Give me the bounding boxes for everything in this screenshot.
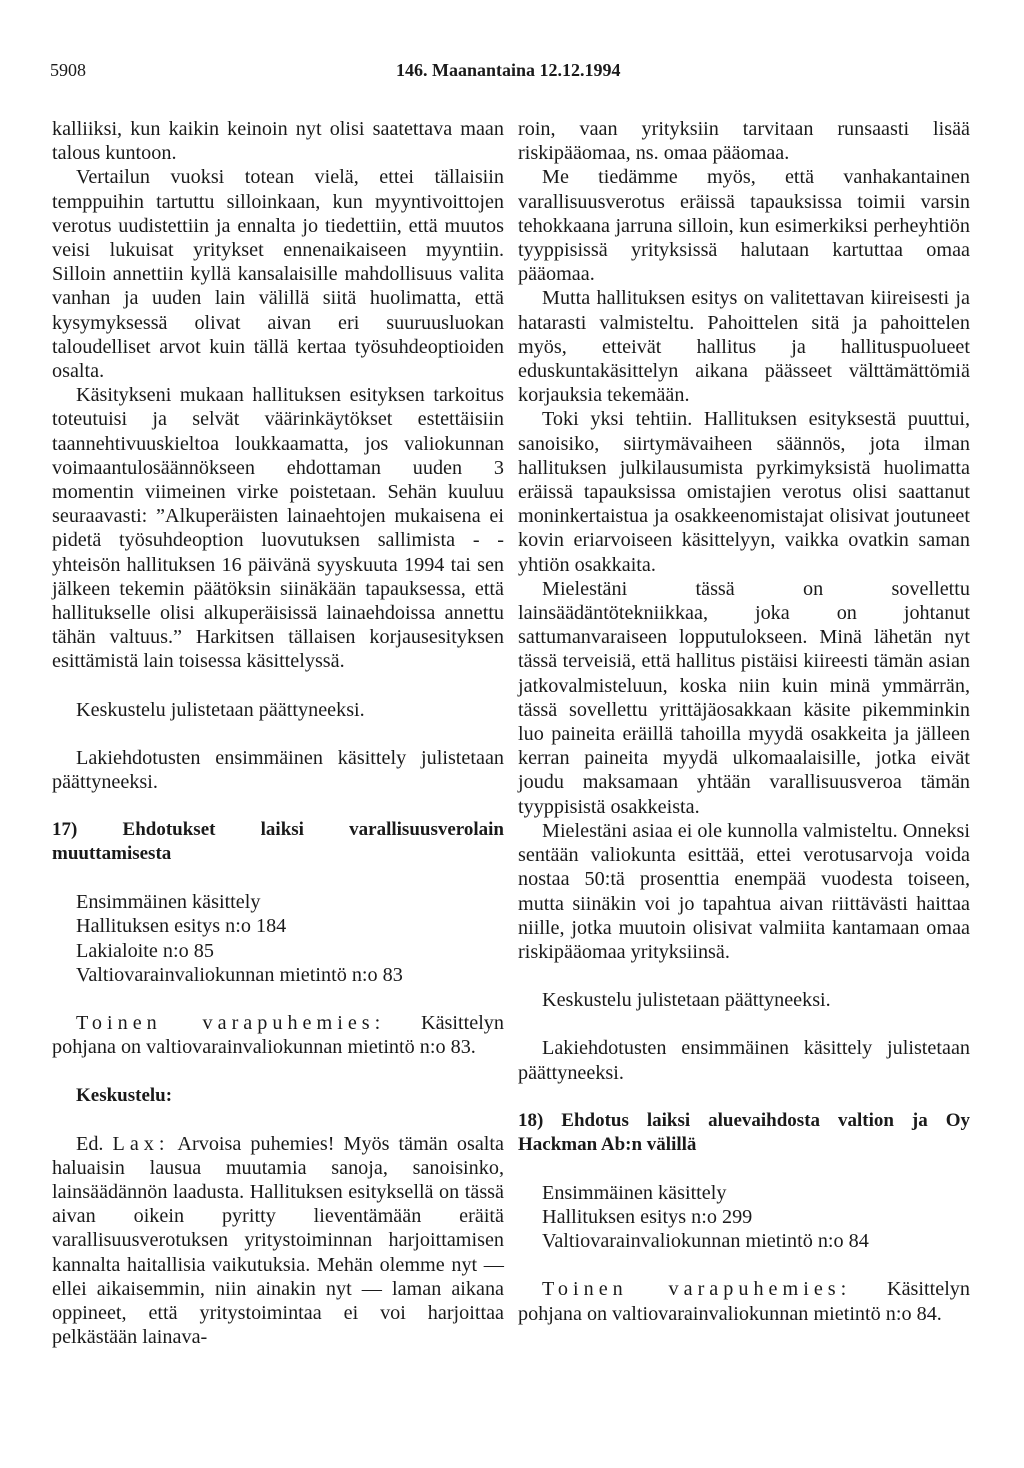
speaker-statement-18: [518, 1277, 970, 1325]
info-line: Hallituksen esitys n:o 184: [76, 915, 287, 938]
speaker-statement-17: [52, 1011, 504, 1059]
lax-speech: [52, 1132, 504, 1350]
section-heading-18: 18) Ehdotus laiksi aluevaihdosta valtion ja Oy Hackman Ab:n välillä: [518, 1109, 970, 1155]
right-paragraph-4: Toki yksi tehtiin. Hallituksen esityksestä puuttui, sanoisiko, siirtymävaiheen säännös, jota ilman hallituksen julkilausumista pyrkimyksistä huolimatta eräissä tapauksissa omistajien verotus olisi saattanut moninkertaistua ja osakkeenomistajat olisivat joutuneet kovin eriarvoiseen käsittelyyn, vaikka ovatkin saman yhtiön osakkaita.: [518, 408, 970, 576]
first-reading-closed-1: Lakiehdotusten ensimmäinen käsittely julistetaan päättyneeksi.: [52, 746, 504, 794]
speaker-title: Toinen varapuhemies:: [542, 1278, 852, 1301]
issue-title: 146. Maanantaina 12.12.1994: [396, 60, 621, 80]
page-header: [50, 60, 980, 86]
discussion-heading: Keskustelu:: [76, 1084, 173, 1106]
info-line: Lakialoite n:o 85: [76, 939, 214, 962]
info-line: Hallituksen esitys n:o 299: [542, 1205, 753, 1228]
info-line: Valtiovarainvaliokunnan mietintö n:o 83: [76, 963, 403, 986]
left-paragraph-1: kalliiksi, kun kaikin keinoin nyt olisi saatettava maan talous kuntoon.: [52, 118, 504, 165]
reading-info-17: [52, 890, 504, 987]
page-number: 5908: [50, 60, 86, 80]
speaker-text: Käsittelyn pohjana on valtiovarainvaliokunnan mietintö n:o 83.: [52, 1012, 504, 1059]
lax-prefix: Ed.: [76, 1132, 113, 1155]
left-paragraph-2: Vertailun vuoksi totean vielä, ettei tällaisiin temppuihin tartuttu silloinkaan, kun myyntivoittojen verotus uudistettiin ja ennalta jo tiedettiin, että muutos veisi lukuisat yritykset ennenaikaiseen myyntiin. Silloin annettiin kyllä kansalaisille mahdollisuus valita vanhan ja uuden lain välillä siitä huolimatta, että kysymyksessä olivat aivan eri suuruusluokan taloudelliset arvot kuin tällä kertaa työsuhdeoptioiden osalta.: [52, 166, 504, 383]
discussion-closed-1: Keskustelu julistetaan päättyneeksi.: [76, 698, 365, 721]
lax-speech-text: Arvoisa puhemies! Myös tämän osalta haluaisin lausua muutamia sanoja, sanoisinko, lainsäädännön laadusta. Hallituksen esityksellä on tässä aivan oikein pyritty lieventämään eräitä varallisuusverotuksen yritystoiminnan harjoittamisen kannalta haitallisia vaikutuksia. Mehän olemme nyt — ellei aikaisemmin, niin ainakin nyt — laman aikana oppineet, että yritystoimintaa ei voi harjoittaa pelkästään lainava-: [52, 1132, 504, 1349]
left-paragraph-3: Käsitykseni mukaan hallituksen esityksen tarkoitus toteutuisi ja selvät väärinkäytökset estettäisiin taannehtivuuskieltoa loukkaamatta, jos valiokunnan voimaantulosäännökseen ehdottaman uuden 3 momentin viimeinen virke poistetaan. Sehän kuuluu seuraavasti: ”Alkuperäisten lainaehtojen mukaisena ei pidetä työsuhdeoption luovutuksen sallimista - - yhteisön hallituksen 16 päivänä syyskuuta 1994 tai sen jälkeen tekemin päätöksin siinäkään tapauksessa, että hallitukselle olisi alkuperäisissä lainaehdoissa annettu tähän valtuus.” Harkitsen tällaisen korjausesityksen esittämistä lain toisessa käsittelyssä.: [52, 384, 504, 673]
right-paragraph-1: roin, vaan yrityksiin tarvitaan runsaasti lisää riskipääomaa, ns. omaa pääomaa.: [518, 118, 970, 165]
discussion-closed-2: Keskustelu julistetaan päättyneeksi.: [542, 989, 831, 1012]
right-column: [518, 117, 970, 1326]
right-paragraph-2: Me tiedämme myös, että vanhakantainen varallisuusverotus eräissä tapauksissa toimii varsin tehokkaana jarruna silloin, kun esimerkiksi perheyhtiön tyyppisissä yrityksissä halutaan kartuttaa omaa pääomaa.: [518, 166, 970, 286]
reading-info-18: [518, 1181, 970, 1254]
info-line: Ensimmäinen käsittely: [542, 1181, 727, 1204]
speaker-name-lax: Lax:: [112, 1132, 170, 1155]
first-reading-closed-2: Lakiehdotusten ensimmäinen käsittely julistetaan päättyneeksi.: [518, 1037, 970, 1084]
info-line: Valtiovarainvaliokunnan mietintö n:o 84: [542, 1230, 869, 1253]
right-paragraph-6: Mielestäni asiaa ei ole kunnolla valmisteltu. Onneksi sentään valiokunta esittää, ettei verotusarvoja voida nostaa 50:tä prosenttia enempää vuodesta toiseen, mutta siinäkin voi jo tapahtua aivan riittävästi haittaa niille, jotka muutoin olisivat valmiita kantamaan omaa riskipääomaa yrityksiinsä.: [518, 819, 970, 963]
right-paragraph-3: Mutta hallituksen esitys on valitettavan kiireisesti ja hatarasti valmisteltu. Pahoittelen sitä ja pahoittelen myös, etteivät hallitus ja hallituspuolueet eduskuntakäsittelyn aikana päässeet välttämättömiä korjauksia tekemään.: [518, 287, 970, 407]
left-column: [52, 117, 504, 1349]
info-line: Ensimmäinen käsittely: [76, 891, 261, 914]
speaker-text: Käsittelyn pohjana on valtiovarainvaliokunnan mietintö n:o 84.: [518, 1278, 970, 1325]
section-heading-17: 17) Ehdotukset laiksi varallisuusverolain muuttamisesta: [52, 819, 504, 865]
right-paragraph-5: Mielestäni tässä on sovellettu lainsäädäntötekniikkaa, joka on johtanut sattumanvaraiseen lopputulokseen. Minä lähetän nyt tässä terveisiä, että hallitus pistäisi kiireesti tämän asian jatkovalmisteluun, koska niin kuin minä ymmärrän, tässä sovellettu yrittäjäosakkaan käsite pikemminkin luo paineita eräillä tahoilla myydä osakkeita ja jälleen kerran paineita myydä ulkomaalaisille, jotka eivät joudu maksamaan yhtään varallisuusveroa tämän tyyppisistä osakkeista.: [518, 577, 970, 818]
speaker-title: Toinen varapuhemies:: [76, 1012, 386, 1035]
